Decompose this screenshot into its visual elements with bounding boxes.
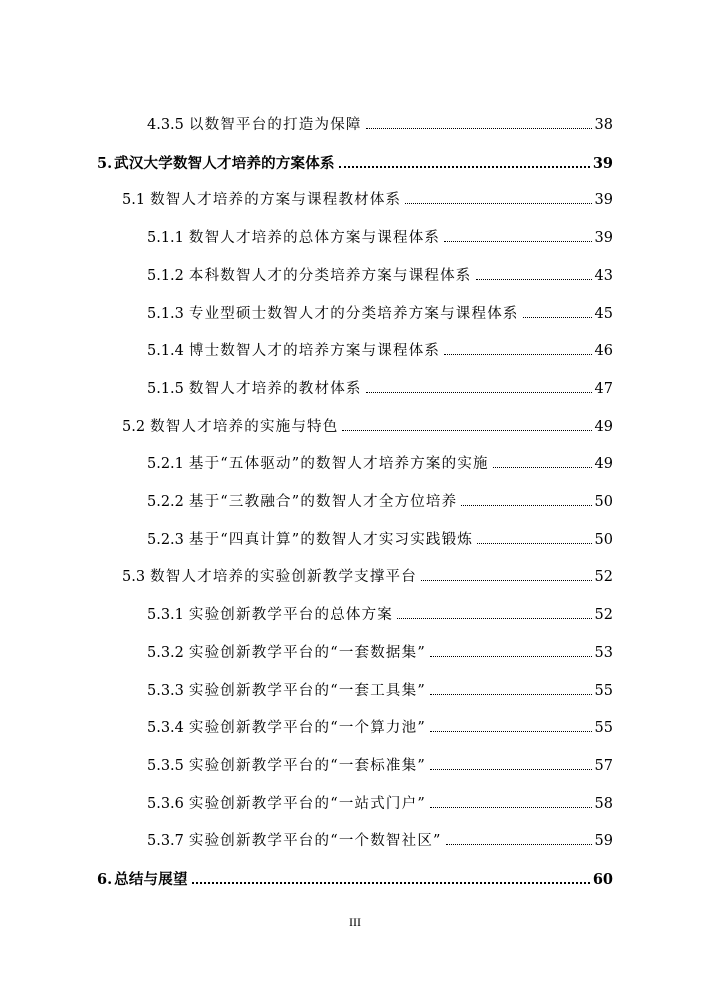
toc-entry-page: 55 xyxy=(594,682,613,699)
toc-entry-page: 47 xyxy=(594,380,613,397)
page-number: III xyxy=(349,915,361,929)
toc-entry[interactable] xyxy=(147,679,613,701)
toc-entry-page: 50 xyxy=(594,494,613,510)
toc-entry-page: 43 xyxy=(594,267,613,284)
toc-entry[interactable] xyxy=(147,452,613,474)
toc-entry-page: 39 xyxy=(592,154,613,172)
toc-entry-title: 博士数智人才的培养方案与课程体系 xyxy=(188,343,441,360)
toc-dot-leader xyxy=(430,792,592,808)
toc-entry-page: 59 xyxy=(594,833,613,850)
toc-entry-number: 5.3.5 xyxy=(147,757,184,774)
toc-entry-page: 52 xyxy=(594,607,613,624)
toc-entry-title: 数智人才培养的实施与特色 xyxy=(150,418,339,435)
toc-entry[interactable] xyxy=(147,264,613,286)
toc-entry-number: 5.2 xyxy=(122,418,146,435)
toc-entry-number: 5.3.4 xyxy=(147,720,184,737)
toc-dot-leader xyxy=(430,679,592,695)
toc-entry-number: 5.3.2 xyxy=(147,644,184,661)
toc-entry-page: 49 xyxy=(594,418,613,435)
toc-entry[interactable] xyxy=(122,565,613,587)
toc-entry-page: 57 xyxy=(594,757,613,774)
toc-dot-leader xyxy=(477,528,592,544)
toc-dot-leader xyxy=(421,565,592,581)
toc-entry-title: 实验创新教学平台的“一个算力池” xyxy=(188,720,426,737)
toc-entry-page: 39 xyxy=(594,230,613,247)
toc-entry-title: 总结与展望 xyxy=(114,871,188,888)
toc-dot-leader xyxy=(493,452,592,468)
toc-entry-page: 53 xyxy=(594,644,613,661)
toc-entry[interactable] xyxy=(97,151,613,173)
toc-dot-leader xyxy=(342,415,591,431)
toc-entry-page: 55 xyxy=(594,720,613,737)
toc-entry-number: 5.2.1 xyxy=(147,456,184,473)
toc-entry[interactable] xyxy=(147,754,613,776)
toc-entry-number: 5.2.3 xyxy=(147,531,184,548)
toc-dot-leader xyxy=(430,754,592,770)
toc-entry-title: 基于“三教融合”的数智人才全方位培养 xyxy=(188,494,458,510)
toc-dot-leader xyxy=(446,829,592,845)
toc-dot-leader xyxy=(339,151,590,168)
toc-entry-title: 数智人才培养的实验创新教学支撑平台 xyxy=(150,569,417,586)
toc-entry-number: 6. xyxy=(97,871,113,888)
toc-dot-leader xyxy=(430,716,592,732)
toc-entry-title: 本科数智人才的分类培养方案与课程体系 xyxy=(188,267,472,284)
toc-entry[interactable] xyxy=(147,792,613,814)
toc-entry-number: 5.3.7 xyxy=(147,833,184,850)
toc-entry-title: 基于“五体驱动”的数智人才培养方案的实施 xyxy=(188,456,489,473)
toc-entry-title: 以数智平台的打造为保障 xyxy=(188,117,362,133)
toc-entry-number: 5.3.6 xyxy=(147,795,184,812)
toc-entry-title: 专业型硕士数智人才的分类培养方案与课程体系 xyxy=(188,305,519,322)
toc-entry-title: 实验创新教学平台的“一套标准集” xyxy=(188,757,426,774)
toc-entry[interactable] xyxy=(147,490,613,512)
toc-entry-title: 武汉大学数智人才培养的方案体系 xyxy=(114,154,335,172)
toc-entry[interactable] xyxy=(147,113,613,135)
toc-entry[interactable] xyxy=(147,829,613,851)
toc-dot-leader xyxy=(405,188,591,204)
toc-entry-number: 5.1.1 xyxy=(147,230,184,247)
toc-dot-leader xyxy=(523,302,592,318)
toc-dot-leader xyxy=(476,264,592,280)
toc-entry-number: 5.1.2 xyxy=(147,267,184,284)
toc-dot-leader xyxy=(366,113,592,129)
toc-dot-leader xyxy=(430,641,592,657)
toc-entry-number: 5.3 xyxy=(122,569,146,586)
toc-entry-number: 5.1 xyxy=(122,192,146,209)
toc-entry[interactable] xyxy=(147,226,613,248)
toc-entry-number: 4.3.5 xyxy=(147,117,184,133)
toc-entry-page: 49 xyxy=(594,456,613,473)
toc-entry-title: 实验创新教学平台的总体方案 xyxy=(188,607,394,624)
toc-dot-leader xyxy=(444,339,591,355)
toc-entry-page: 60 xyxy=(592,871,613,888)
toc-entry[interactable] xyxy=(147,641,613,663)
toc-entry[interactable] xyxy=(147,302,613,324)
toc-entry-page: 52 xyxy=(594,569,613,586)
toc-dot-leader xyxy=(397,603,592,619)
toc-dot-leader xyxy=(461,490,591,506)
toc-entry-page: 50 xyxy=(594,531,613,548)
toc-dot-leader xyxy=(366,377,592,393)
toc-entry-number: 5.1.3 xyxy=(147,305,184,322)
toc-entry-title: 数智人才培养的总体方案与课程体系 xyxy=(188,230,441,247)
toc-entry-page: 39 xyxy=(594,192,613,209)
toc-entry[interactable] xyxy=(147,339,613,361)
toc-entry[interactable] xyxy=(147,528,613,550)
toc-entry-page: 45 xyxy=(594,305,613,322)
toc-dot-leader xyxy=(192,867,590,884)
toc-entry-number: 5.1.5 xyxy=(147,380,184,397)
toc-entry-page: 38 xyxy=(594,117,613,133)
toc-entry[interactable] xyxy=(122,188,613,210)
toc-dot-leader xyxy=(444,226,591,242)
toc-entry-number: 5.3.1 xyxy=(147,607,184,624)
toc-entry-number: 5.2.2 xyxy=(147,494,184,510)
toc-entry-title: 实验创新教学平台的“一个数智社区” xyxy=(188,833,442,850)
toc-entry[interactable] xyxy=(97,867,613,889)
toc-entry-number: 5.1.4 xyxy=(147,343,184,360)
toc-entry-title: 数智人才培养的方案与课程教材体系 xyxy=(150,192,402,209)
toc-entry-title: 数智人才培养的教材体系 xyxy=(188,380,362,397)
toc-entry-page: 46 xyxy=(594,343,613,360)
toc-entry[interactable] xyxy=(147,716,613,738)
toc-entry[interactable] xyxy=(147,377,613,399)
toc-entry-number: 5.3.3 xyxy=(147,682,184,699)
toc-entry-page: 58 xyxy=(594,795,613,812)
toc-entry-title: 实验创新教学平台的“一站式门户” xyxy=(188,795,426,812)
toc-entry-number: 5. xyxy=(97,154,113,172)
toc-entry-title: 实验创新教学平台的“一套工具集” xyxy=(188,682,426,699)
toc-entry-title: 实验创新教学平台的“一套数据集” xyxy=(188,644,426,661)
toc-entry-title: 基于“四真计算”的数智人才实习实践锻炼 xyxy=(188,531,474,548)
toc-entry[interactable] xyxy=(122,415,613,437)
toc-entry[interactable] xyxy=(147,603,613,625)
